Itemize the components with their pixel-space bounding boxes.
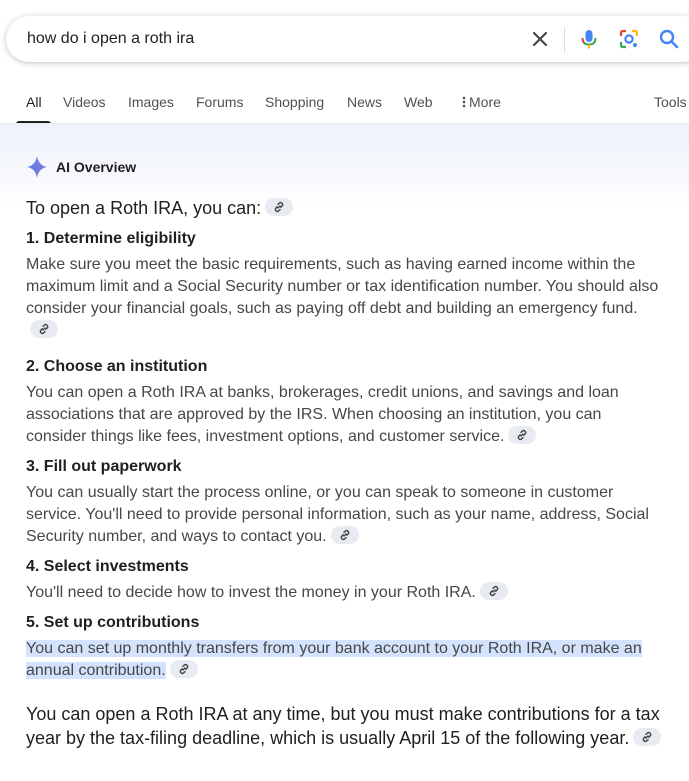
link-icon[interactable] xyxy=(331,526,359,544)
lens-camera-icon[interactable] xyxy=(618,28,640,50)
link-icon[interactable] xyxy=(30,320,58,338)
tab-all[interactable]: All xyxy=(26,94,42,110)
step-body-text: You'll need to decide how to invest the money in your Roth IRA. xyxy=(26,584,476,601)
step-body xyxy=(26,582,666,604)
step-body xyxy=(26,638,666,682)
step-title: 5. Set up contributions xyxy=(26,614,200,631)
overview-outro xyxy=(26,702,666,750)
ai-overview-header xyxy=(26,155,137,179)
step-title: 1. Determine eligibility xyxy=(26,230,196,247)
ai-overview-title: AI Overview xyxy=(56,159,137,175)
tab-more[interactable] xyxy=(459,94,501,110)
link-icon[interactable] xyxy=(508,426,536,444)
tab-shopping[interactable]: Shopping xyxy=(265,94,325,110)
more-vert-icon xyxy=(459,95,469,109)
step-body-text: You can usually start the process online, or you can speak to someone in customer service. You'll need to provide personal information, such as your name, address, Social Security number, and ways to contact you. xyxy=(26,484,649,545)
microphone-icon[interactable] xyxy=(578,28,600,50)
step-title: 2. Choose an institution xyxy=(26,358,208,375)
search-bar xyxy=(6,16,689,62)
link-icon[interactable] xyxy=(480,582,508,600)
tab-more-label: More xyxy=(469,94,501,110)
search-input[interactable]: how do i open a roth ira xyxy=(27,30,195,47)
search-icon[interactable] xyxy=(658,28,680,50)
step-title: 4. Select investments xyxy=(26,558,189,575)
tab-videos[interactable]: Videos xyxy=(63,94,106,110)
overview-outro-text: You can open a Roth IRA at any time, but you must make contributions for a tax year by the tax-filing deadline, which is usually April 15 of the following year. xyxy=(26,704,660,748)
step-body xyxy=(26,254,666,342)
clear-icon[interactable] xyxy=(529,28,551,50)
tab-news[interactable]: News xyxy=(347,94,383,110)
tab-forums[interactable]: Forums xyxy=(196,94,244,110)
step-item xyxy=(26,228,666,342)
overview-intro-text: To open a Roth IRA, you can: xyxy=(26,198,262,218)
link-icon[interactable] xyxy=(170,660,198,678)
search-divider xyxy=(564,27,565,53)
search-tabs xyxy=(0,78,689,124)
step-item xyxy=(26,556,666,604)
link-icon[interactable] xyxy=(633,728,661,746)
step-body-text: Make sure you meet the basic requirements, such as having earned income within the maximum limit and a Social Security number or tax identification number. You should also consider your financial goals, such as paying off debt and building an emergency fund. xyxy=(26,256,659,317)
overview-intro xyxy=(26,196,666,220)
tools-button[interactable]: Tools xyxy=(654,94,687,110)
sparkle-icon xyxy=(26,155,48,179)
step-item xyxy=(26,356,666,448)
step-title: 3. Fill out paperwork xyxy=(26,458,182,475)
step-body xyxy=(26,482,666,548)
step-body xyxy=(26,382,666,448)
step-body-text-highlighted: You can set up monthly transfers from your bank account to your Roth IRA, or make an annual contribution. xyxy=(26,640,642,679)
ai-overview-content xyxy=(26,196,666,750)
link-icon[interactable] xyxy=(265,198,293,216)
tab-images[interactable]: Images xyxy=(128,94,174,110)
step-body-text: You can open a Roth IRA at banks, brokerages, credit unions, and savings and loan associations that are approved by the IRS. When choosing an institution, you can consider things like fees, investment options, and customer service. xyxy=(26,384,619,445)
step-item xyxy=(26,612,666,682)
step-item xyxy=(26,456,666,548)
tab-web[interactable]: Web xyxy=(404,94,433,110)
